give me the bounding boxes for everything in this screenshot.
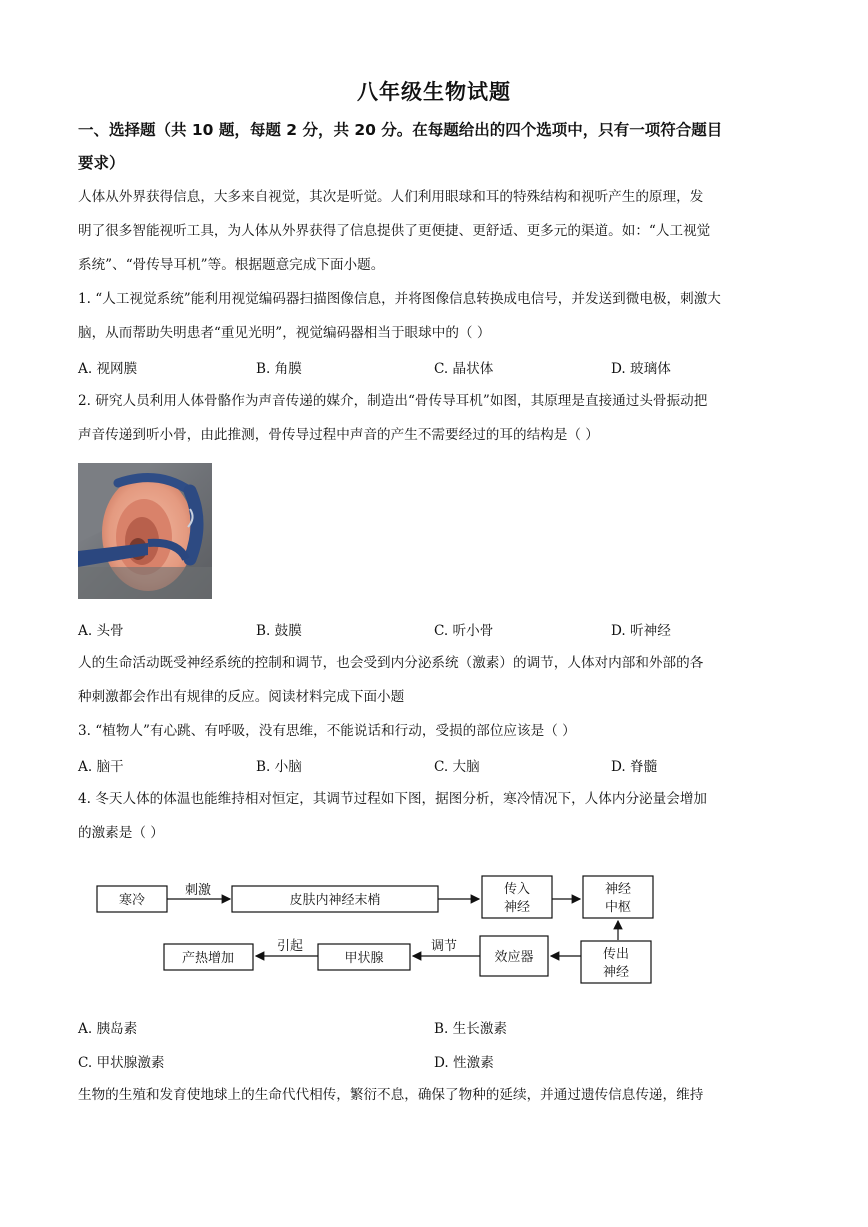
afferent-label-2: 神经 <box>503 900 531 915</box>
center-label-2: 中枢 <box>604 900 632 915</box>
q4-options-row2 <box>78 1051 792 1071</box>
thermoregulation-flow-diagram <box>90 866 670 996</box>
regulate-label: 调节 <box>430 939 458 954</box>
cold-label: 寒冷 <box>118 893 146 908</box>
page-title: 八年级生物试题 <box>357 80 511 104</box>
q1-stem-line2: 脑，从而帮助失明患者“重见光明”，视觉编码器相当于眼球中的（ ） <box>78 325 491 341</box>
q1-option-d[interactable]: D. 玻璃体 <box>611 361 671 377</box>
q4-options-row1 <box>78 1017 792 1037</box>
q3-stem-line1: 3. “植物人”有心跳、有呼吸，没有思维，不能说话和行动，受损的部位应该是（ ） <box>78 723 576 739</box>
q1-option-b[interactable]: B. 角膜 <box>256 361 302 377</box>
efferent-label-2: 神经 <box>602 965 630 980</box>
q2-option-d[interactable]: D. 听神经 <box>611 623 671 639</box>
q1-options <box>78 357 792 377</box>
q1-option-a[interactable]: A. 视网膜 <box>78 361 138 377</box>
effector-label: 效应器 <box>494 950 534 965</box>
intro1-line1: 人体从外界获得信息，大多来自视觉，其次是听觉。人们利用眼球和耳的特殊结构和视听产生的原理，发 <box>78 189 704 205</box>
afferent-label-1: 传入 <box>503 882 531 897</box>
q3-option-b[interactable]: B. 小脑 <box>256 759 302 775</box>
stimulate-label: 刺激 <box>184 883 212 898</box>
q4-option-d[interactable]: D. 性激素 <box>434 1055 494 1071</box>
q2-stem-line2: 声音传递到听小骨，由此推测，骨传导过程中声音的产生不需要经过的耳的结构是（ ） <box>78 427 599 443</box>
q2-stem-line1: 2. 研究人员利用人体骨骼作为声音传递的媒介，制造出“骨传导耳机”如图，其原理是直接通过头骨振动把 <box>78 393 708 409</box>
bone-conduction-earphone-photo <box>78 463 212 599</box>
q1-option-c[interactable]: C. 晶状体 <box>434 361 494 377</box>
q4-option-a[interactable]: A. 胰岛素 <box>78 1021 138 1037</box>
center-label-1: 神经 <box>604 882 632 897</box>
q4-stem-line1: 4. 冬天人体的体温也能维持相对恒定，其调节过程如下图，据图分析，寒冷情况下，人体内分泌量会增加 <box>78 791 708 807</box>
q3-option-d[interactable]: D. 脊髓 <box>611 759 658 775</box>
q2-option-c[interactable]: C. 听小骨 <box>434 623 494 639</box>
q2-option-b[interactable]: B. 鼓膜 <box>256 623 302 639</box>
q1-stem-line1: 1. “人工视觉系统”能利用视觉编码器扫描图像信息，并将图像信息转换成电信号，并发送到微电极，刺激大 <box>78 291 721 307</box>
q4-option-c[interactable]: C. 甲状腺激素 <box>78 1055 165 1071</box>
q2-options <box>78 619 792 639</box>
section-heading-line1: 一、选择题（共 10 题，每题 2 分，共 20 分。在每题给出的四个选项中，只有一项符合题目 <box>78 121 723 139</box>
intro3-line1: 生物的生殖和发育使地球上的生命代代相传，繁衍不息，确保了物种的延续，并通过遗传信息传递，维持 <box>78 1087 704 1103</box>
q3-option-a[interactable]: A. 脑干 <box>78 759 124 775</box>
q4-stem-line2: 的激素是（ ） <box>78 825 164 841</box>
intro2-line1: 人的生命活动既受神经系统的控制和调节，也会受到内分泌系统（激素）的调节，人体对内部和外部的各 <box>78 655 704 671</box>
q4-option-b[interactable]: B. 生长激素 <box>434 1021 508 1037</box>
heat-label: 产热增加 <box>181 951 235 966</box>
q3-option-c[interactable]: C. 大脑 <box>434 759 480 775</box>
intro1-line3: 系统”、“骨传导耳机”等。根据题意完成下面小题。 <box>78 257 385 273</box>
thyroid-label: 甲状腺 <box>344 951 384 966</box>
section-heading-line2: 要求） <box>78 154 125 172</box>
cause-label: 引起 <box>276 939 304 954</box>
skin-nerve-label: 皮肤内神经末梢 <box>289 893 381 908</box>
intro2-line2: 种刺激都会作出有规律的反应。阅读材料完成下面小题 <box>78 689 405 705</box>
q3-options <box>78 755 792 775</box>
efferent-label-1: 传出 <box>602 947 630 962</box>
q2-option-a[interactable]: A. 头骨 <box>78 623 124 639</box>
earphone-illustration <box>78 463 212 599</box>
intro1-line2: 明了很多智能视听工具，为人体从外界获得了信息提供了更便捷、更舒适、更多元的渠道。如：“人工视觉 <box>78 223 711 239</box>
